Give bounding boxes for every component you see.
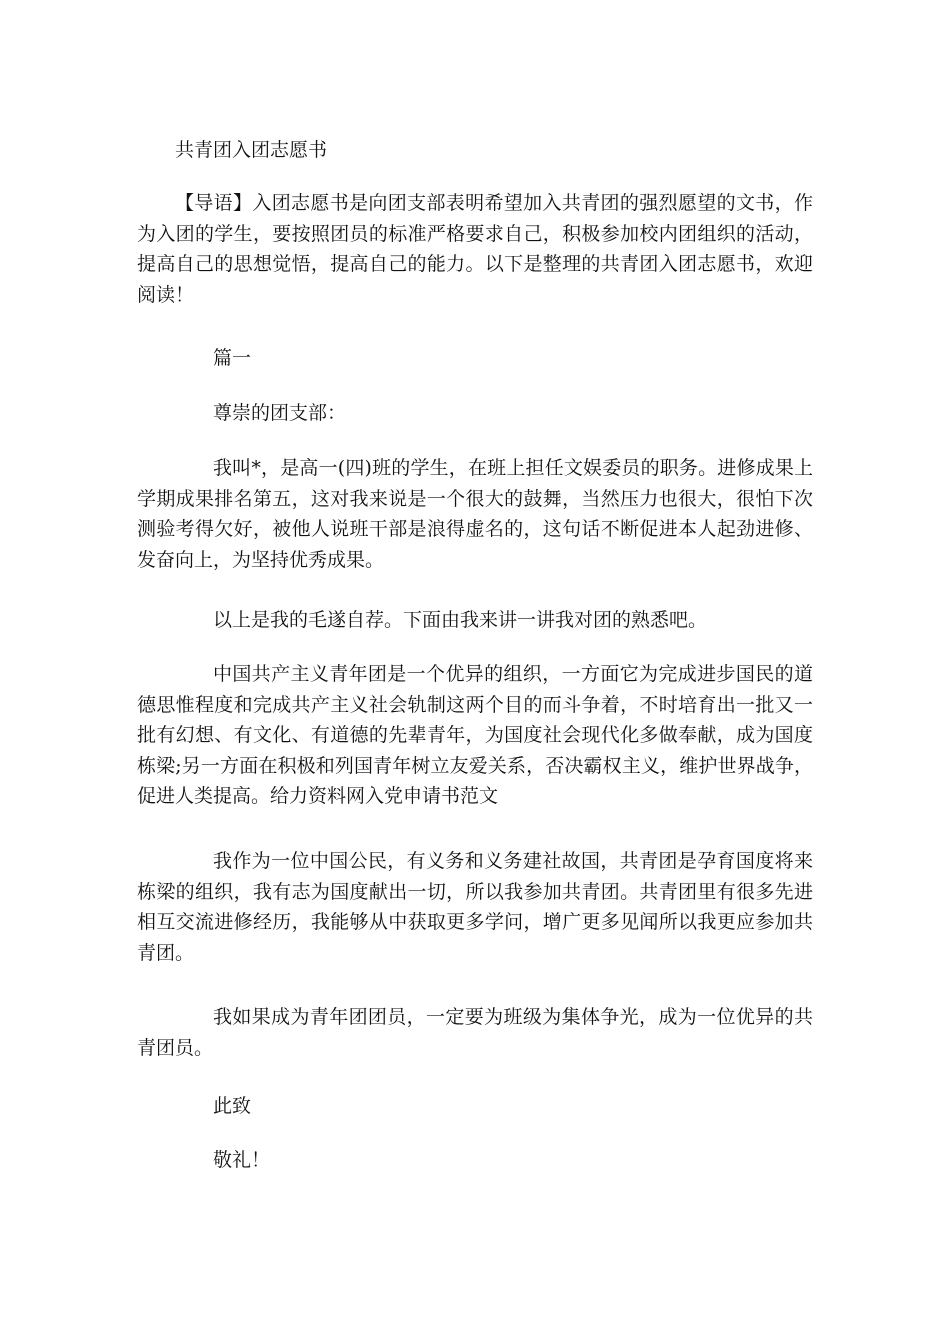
- closing-line-1: 此致: [213, 1095, 252, 1117]
- body-paragraph-2: 以上是我的毛遂自荐。下面由我来讲一讲我对团的熟悉吧。: [213, 609, 708, 631]
- body-paragraph-3: 中国共产主义青年团是一个优异的组织，一方面它为完成进步国民的道德思惟程度和完成共产主义社会轨制这两个目的而斗争着，不时培育出一批又一批有幻想、有文化、有道德的先辈青年，为国度社会现代化多做奉献，成为国度栋梁;另一方面在积极和列国青年树立友爱关系，否决霸权主义，维护世界战争，促进人类提高。给力资料网入党申请书范文: [137, 663, 813, 807]
- document-title: 共青团入团志愿书: [175, 139, 328, 161]
- body-paragraph-5: 我如果成为青年团团员，一定要为班级为集体争光，成为一位优异的共青团员。: [137, 1006, 813, 1059]
- closing-line-2: 敬礼！: [213, 1149, 271, 1171]
- salutation: 尊崇的团支部：: [213, 402, 347, 424]
- body-paragraph-1: 我叫*，是高一(四)班的学生，在班上担任文娱委员的职务。进修成果上学期成果排名第五，这对我来说是一个很大的鼓舞，当然压力也很大，很怕下次测验考得欠好，被他人说班干部是浪得虚名的，这句话不断促进本人起劲进修、发奋向上，为坚持优秀成果。: [137, 457, 813, 571]
- intro-paragraph: 【导语】入团志愿书是向团支部表明希望加入共青团的强烈愿望的文书，作为入团的学生，要按照团员的标准严格要求自己，积极参加校内团组织的活动，提高自己的思想觉悟，提高自己的能力。以下是整理的共青团入团志愿书，欢迎阅读！: [137, 192, 813, 306]
- section-heading: 篇一: [213, 347, 252, 369]
- body-paragraph-4: 我作为一位中国公民，有义务和义务建社故国，共青团是孕育国度将来栋梁的组织，我有志为国度献出一切，所以我参加共青团。共青团里有很多先进相互交流进修经历，我能够从中获取更多学问，增广更多见闻所以我更应参加共青团。: [137, 850, 813, 964]
